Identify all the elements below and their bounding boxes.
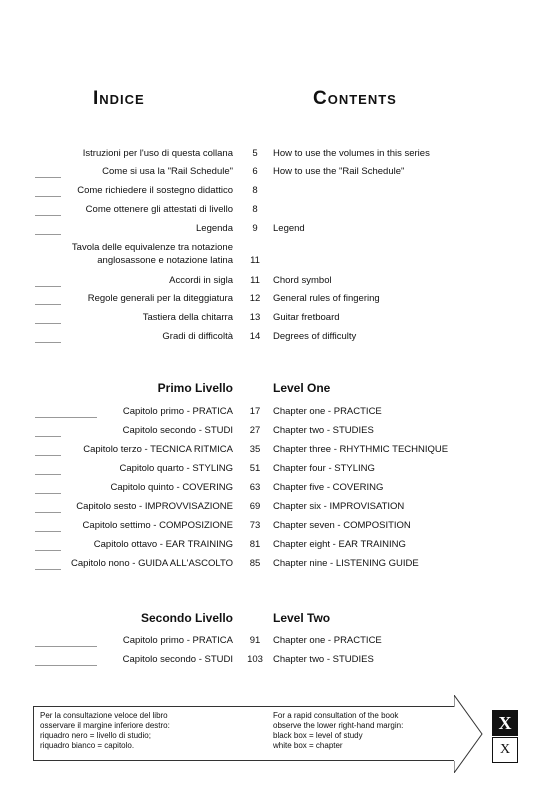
toc-page-number: 11: [250, 255, 260, 266]
toc-title-en: Chapter four - STYLING: [273, 463, 375, 474]
footer-en-line: For a rapid consultation of the book: [273, 711, 399, 720]
toc-title-it: Capitolo sesto - IMPROVVISAZIONE: [76, 501, 233, 512]
leader-line: [35, 646, 97, 647]
toc-title-en: How to use the "Rail Schedule": [273, 166, 405, 177]
toc-page-number: 14: [249, 331, 261, 342]
toc-page-number: 12: [249, 293, 261, 304]
toc-title-it: Legenda: [196, 223, 233, 234]
leader-line: [35, 665, 97, 666]
section-title-it: Secondo Livello: [140, 611, 233, 625]
toc-title-en: Chapter eight - EAR TRAINING: [273, 539, 406, 550]
footer-en-line: observe the lower right-hand margin:: [273, 721, 404, 730]
leader-line: [35, 342, 61, 343]
toc-page-number: 13: [249, 312, 261, 323]
toc-title-en: Chapter two - STUDIES: [273, 425, 374, 436]
toc-title-it: Come richiedere il sostegno didattico: [77, 185, 233, 196]
toc-page-number: 69: [249, 501, 261, 512]
footer-en-line: white box = chapter: [273, 741, 343, 750]
footer-it-line: riquadro nero = livello di studio;: [40, 731, 151, 740]
toc-page-number: 8: [252, 185, 258, 196]
leader-line: [35, 215, 61, 216]
toc-title-en: How to use the volumes in this series: [273, 148, 430, 159]
leader-line: [35, 493, 61, 494]
toc-page-number: 11: [250, 275, 260, 286]
toc-title-en: Chapter three - RHYTHMIC TECHNIQUE: [273, 444, 449, 455]
leader-line: [35, 550, 61, 551]
toc-page-number: 73: [249, 520, 261, 531]
toc-title-it: Capitolo primo - PRATICA: [122, 406, 233, 417]
toc-title-it: Capitolo nono - GUIDA ALL'ASCOLTO: [71, 558, 233, 569]
leader-line: [35, 196, 61, 197]
toc-title-en: Chapter nine - LISTENING GUIDE: [273, 558, 419, 569]
toc-title-it: Capitolo secondo - STUDI: [122, 654, 233, 665]
toc-page-number: 91: [249, 635, 261, 646]
toc-title-en: Chapter five - COVERING: [273, 482, 384, 493]
toc-title-it: Gradi di difficoltà: [162, 331, 233, 342]
arrow-icon: [454, 695, 484, 773]
toc-title-en: Degrees of difficulty: [273, 331, 357, 342]
leader-line: [35, 304, 61, 305]
section-title-en: Level Two: [273, 611, 331, 625]
toc-page-number: 6: [252, 166, 258, 177]
toc-title-en: Legend: [273, 223, 305, 234]
toc-title-it: Capitolo terzo - TECNICA RITMICA: [83, 444, 233, 455]
toc-title-en: Guitar fretboard: [273, 312, 340, 323]
leader-line: [35, 531, 61, 532]
footer-text-en: [273, 711, 403, 751]
toc-title-it: Capitolo quinto - COVERING: [110, 482, 233, 493]
toc-title-en: Chapter one - PRACTICE: [273, 635, 382, 646]
toc-page-number: 103: [247, 654, 263, 665]
toc-title-it: Tavola delle equivalenze tra notazione: [71, 242, 233, 253]
toc-title-it: Regole generali per la diteggiatura: [87, 293, 233, 304]
toc-page-number: 9: [252, 223, 258, 234]
footer-it-line: Per la consultazione veloce del libro: [40, 711, 168, 720]
toc-title-it: Tastiera della chitarra: [142, 312, 233, 323]
leader-line: [35, 177, 61, 178]
leader-line: [35, 323, 61, 324]
toc-title-en: General rules of fingering: [273, 293, 380, 304]
toc-page-number: 5: [252, 148, 258, 159]
toc-title-it: anglosassone e notazione latina: [97, 255, 233, 266]
section-title-en: Level One: [273, 381, 331, 395]
toc-title-it: Come si usa la "Rail Schedule": [102, 166, 233, 177]
leader-line: [35, 569, 61, 570]
toc-title-it: Capitolo quarto - STYLING: [119, 463, 233, 474]
footer-it-line: riquadro bianco = capitolo.: [40, 741, 135, 750]
toc-page-number: 27: [249, 425, 261, 436]
leader-line: [35, 474, 61, 475]
footer-en-line: black box = level of study: [273, 731, 363, 740]
leader-line: [35, 234, 61, 235]
footer-text-it: [40, 711, 170, 751]
toc-page-number: 81: [249, 539, 261, 550]
leader-line: [35, 455, 61, 456]
toc-title-it: Capitolo secondo - STUDI: [122, 425, 233, 436]
toc-title-it: Istruzioni per l'uso di questa collana: [82, 148, 233, 159]
toc-title-en: Chapter seven - COMPOSITION: [273, 520, 411, 531]
leader-line: [35, 286, 61, 287]
toc-title-en: Chapter six - IMPROVISATION: [273, 501, 405, 512]
heading-contents: Contents: [313, 88, 397, 109]
toc-title-en: Chapter two - STUDIES: [273, 654, 374, 665]
toc-title-it: Come ottenere gli attestati di livello: [85, 204, 233, 215]
white-chapter-box: X: [492, 737, 518, 763]
toc-title-it: Capitolo settimo - COMPOSIZIONE: [82, 520, 233, 531]
leader-line: [35, 436, 61, 437]
toc-page-number: 63: [249, 482, 261, 493]
toc-title-en: Chord symbol: [273, 275, 332, 286]
leader-line: [35, 417, 97, 418]
toc-page-number: 51: [249, 463, 261, 474]
toc-page-number: 85: [249, 558, 261, 569]
toc-page-number: 35: [249, 444, 261, 455]
toc-page-number: 8: [252, 204, 258, 215]
toc-title-it: Accordi in sigla: [169, 275, 233, 286]
toc-title-en: Chapter one - PRACTICE: [273, 406, 382, 417]
toc-title-it: Capitolo ottavo - EAR TRAINING: [93, 539, 233, 550]
black-level-box: X: [492, 710, 518, 736]
leader-line: [35, 512, 61, 513]
toc-title-it: Capitolo primo - PRATICA: [122, 635, 233, 646]
toc-page-number: 17: [249, 406, 261, 417]
footer-it-line: osservare il margine inferiore destro:: [40, 721, 170, 730]
heading-indice: Indice: [93, 88, 145, 109]
section-title-it: Primo Livello: [157, 381, 233, 395]
